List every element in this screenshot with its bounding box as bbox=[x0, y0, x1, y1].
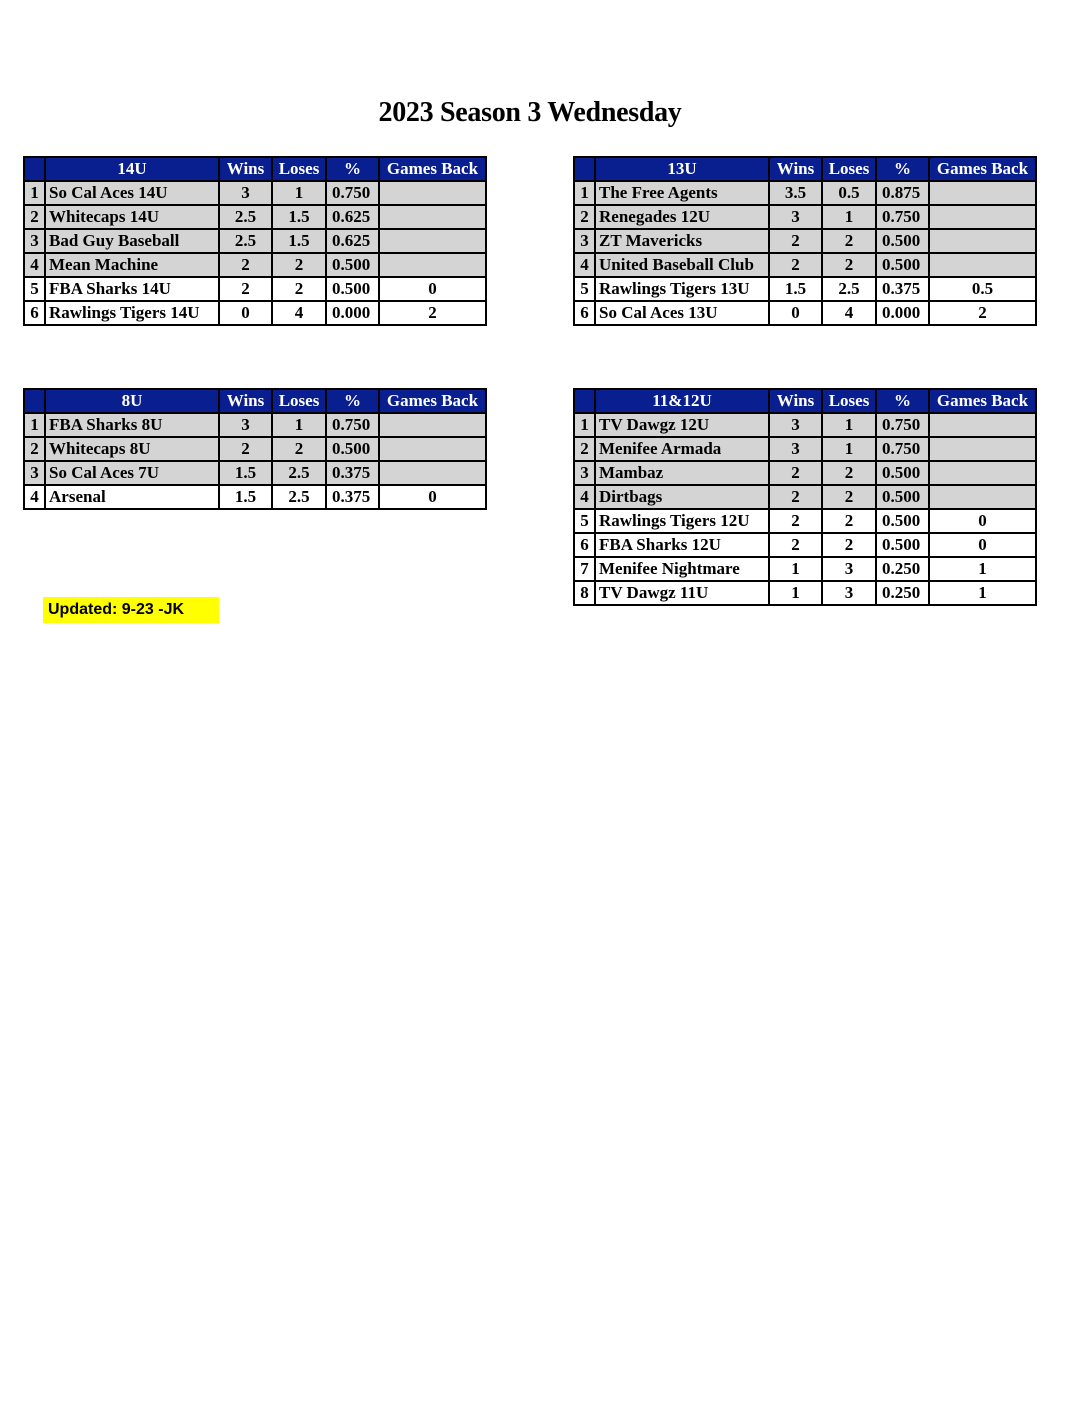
team-name-cell: So Cal Aces 13U bbox=[595, 301, 769, 325]
pct-cell: 0.750 bbox=[876, 437, 929, 461]
standings-table-14u bbox=[23, 156, 487, 326]
loses-header: Loses bbox=[822, 157, 876, 181]
loses-cell: 2 bbox=[822, 253, 876, 277]
games-back-cell: 0 bbox=[379, 277, 486, 301]
pct-header: % bbox=[876, 157, 929, 181]
wins-cell: 2 bbox=[769, 461, 822, 485]
wins-cell: 2 bbox=[769, 253, 822, 277]
games-back-cell bbox=[379, 253, 486, 277]
table-row bbox=[24, 205, 486, 229]
wins-cell: 3 bbox=[769, 413, 822, 437]
table-header-row bbox=[24, 389, 486, 413]
pct-cell: 0.375 bbox=[326, 485, 379, 509]
rank-cell: 7 bbox=[574, 557, 595, 581]
rank-cell: 3 bbox=[24, 461, 45, 485]
division-name: 11&12U bbox=[595, 389, 769, 413]
games-back-cell: 1 bbox=[929, 557, 1036, 581]
pct-cell: 0.250 bbox=[876, 581, 929, 605]
loses-cell: 2 bbox=[822, 461, 876, 485]
rank-cell: 1 bbox=[24, 181, 45, 205]
team-name-cell: FBA Sharks 12U bbox=[595, 533, 769, 557]
rank-cell: 2 bbox=[574, 205, 595, 229]
loses-cell: 2 bbox=[822, 509, 876, 533]
wins-header: Wins bbox=[219, 389, 272, 413]
wins-cell: 2 bbox=[769, 485, 822, 509]
team-name-cell: Dirtbags bbox=[595, 485, 769, 509]
wins-cell: 2 bbox=[769, 229, 822, 253]
table-row bbox=[574, 485, 1036, 509]
games-back-cell: 0.5 bbox=[929, 277, 1036, 301]
loses-cell: 1.5 bbox=[272, 229, 326, 253]
wins-cell: 1.5 bbox=[219, 461, 272, 485]
rank-cell: 4 bbox=[574, 485, 595, 509]
loses-cell: 0.5 bbox=[822, 181, 876, 205]
games-back-cell: 0 bbox=[929, 533, 1036, 557]
loses-cell: 2 bbox=[272, 277, 326, 301]
wins-cell: 3 bbox=[219, 181, 272, 205]
table-header-row bbox=[574, 157, 1036, 181]
table-row bbox=[574, 205, 1036, 229]
wins-cell: 2 bbox=[219, 253, 272, 277]
division-name: 8U bbox=[45, 389, 219, 413]
wins-cell: 1 bbox=[769, 557, 822, 581]
team-name-cell: Menifee Armada bbox=[595, 437, 769, 461]
loses-cell: 1 bbox=[822, 413, 876, 437]
games-back-cell: 1 bbox=[929, 581, 1036, 605]
rank-header bbox=[574, 389, 595, 413]
loses-cell: 2 bbox=[272, 437, 326, 461]
games-back-cell: 0 bbox=[929, 509, 1036, 533]
rank-header bbox=[24, 157, 45, 181]
table-row bbox=[24, 229, 486, 253]
pct-cell: 0.500 bbox=[876, 533, 929, 557]
pct-cell: 0.000 bbox=[326, 301, 379, 325]
table-row bbox=[24, 181, 486, 205]
games-back-cell bbox=[379, 461, 486, 485]
wins-cell: 2 bbox=[769, 533, 822, 557]
team-name-cell: Mean Machine bbox=[45, 253, 219, 277]
loses-cell: 1.5 bbox=[272, 205, 326, 229]
table-row bbox=[574, 533, 1036, 557]
pct-cell: 0.875 bbox=[876, 181, 929, 205]
table-row bbox=[24, 461, 486, 485]
updated-note: Updated: 9-23 -JK bbox=[43, 597, 219, 623]
table-row bbox=[574, 581, 1036, 605]
games-back-header: Games Back bbox=[929, 157, 1036, 181]
loses-cell: 1 bbox=[822, 205, 876, 229]
rank-cell: 5 bbox=[574, 277, 595, 301]
games-back-cell bbox=[379, 205, 486, 229]
pct-header: % bbox=[876, 389, 929, 413]
division-name: 14U bbox=[45, 157, 219, 181]
pct-cell: 0.000 bbox=[876, 301, 929, 325]
wins-header: Wins bbox=[769, 389, 822, 413]
loses-cell: 2 bbox=[822, 229, 876, 253]
loses-cell: 1 bbox=[822, 437, 876, 461]
team-name-cell: Mambaz bbox=[595, 461, 769, 485]
team-name-cell: FBA Sharks 14U bbox=[45, 277, 219, 301]
wins-cell: 0 bbox=[769, 301, 822, 325]
wins-cell: 1.5 bbox=[769, 277, 822, 301]
rank-cell: 1 bbox=[24, 413, 45, 437]
wins-cell: 3 bbox=[769, 205, 822, 229]
games-back-header: Games Back bbox=[929, 389, 1036, 413]
wins-cell: 2 bbox=[769, 509, 822, 533]
table-row bbox=[574, 301, 1036, 325]
rank-cell: 4 bbox=[574, 253, 595, 277]
table-row bbox=[24, 437, 486, 461]
standings-table-13u bbox=[573, 156, 1037, 326]
games-back-cell bbox=[929, 205, 1036, 229]
pct-header: % bbox=[326, 389, 379, 413]
table-row bbox=[574, 253, 1036, 277]
table-row bbox=[574, 557, 1036, 581]
rank-cell: 2 bbox=[24, 205, 45, 229]
games-back-cell bbox=[929, 485, 1036, 509]
games-back-cell bbox=[929, 437, 1036, 461]
wins-cell: 3 bbox=[219, 413, 272, 437]
rank-cell: 6 bbox=[574, 301, 595, 325]
table-row bbox=[574, 461, 1036, 485]
games-back-cell bbox=[379, 229, 486, 253]
rank-cell: 3 bbox=[24, 229, 45, 253]
standings-table-11-12u bbox=[573, 388, 1037, 606]
loses-cell: 2.5 bbox=[272, 461, 326, 485]
pct-cell: 0.500 bbox=[326, 277, 379, 301]
page-title: 2023 Season 3 Wednesday bbox=[378, 97, 682, 128]
wins-cell: 2 bbox=[219, 277, 272, 301]
wins-cell: 0 bbox=[219, 301, 272, 325]
table-row bbox=[574, 229, 1036, 253]
rank-cell: 2 bbox=[24, 437, 45, 461]
team-name-cell: Menifee Nightmare bbox=[595, 557, 769, 581]
games-back-cell bbox=[379, 437, 486, 461]
table-row bbox=[574, 509, 1036, 533]
team-name-cell: United Baseball Club bbox=[595, 253, 769, 277]
loses-cell: 4 bbox=[822, 301, 876, 325]
table-row bbox=[574, 181, 1036, 205]
rank-cell: 2 bbox=[574, 437, 595, 461]
games-back-cell bbox=[929, 229, 1036, 253]
games-back-cell bbox=[379, 413, 486, 437]
rank-cell: 8 bbox=[574, 581, 595, 605]
pct-cell: 0.750 bbox=[876, 205, 929, 229]
pct-cell: 0.375 bbox=[326, 461, 379, 485]
games-back-cell: 2 bbox=[379, 301, 486, 325]
team-name-cell: TV Dawgz 11U bbox=[595, 581, 769, 605]
pct-cell: 0.750 bbox=[876, 413, 929, 437]
team-name-cell: Rawlings Tigers 13U bbox=[595, 277, 769, 301]
pct-cell: 0.500 bbox=[876, 509, 929, 533]
rank-cell: 3 bbox=[574, 461, 595, 485]
team-name-cell: The Free Agents bbox=[595, 181, 769, 205]
team-name-cell: Rawlings Tigers 12U bbox=[595, 509, 769, 533]
games-back-cell bbox=[929, 413, 1036, 437]
pct-cell: 0.750 bbox=[326, 181, 379, 205]
games-back-cell bbox=[929, 253, 1036, 277]
games-back-header: Games Back bbox=[379, 389, 486, 413]
team-name-cell: Bad Guy Baseball bbox=[45, 229, 219, 253]
loses-cell: 3 bbox=[822, 557, 876, 581]
games-back-cell bbox=[929, 461, 1036, 485]
pct-cell: 0.625 bbox=[326, 205, 379, 229]
loses-cell: 4 bbox=[272, 301, 326, 325]
table-row bbox=[574, 437, 1036, 461]
games-back-header: Games Back bbox=[379, 157, 486, 181]
team-name-cell: Whitecaps 8U bbox=[45, 437, 219, 461]
loses-cell: 2.5 bbox=[822, 277, 876, 301]
team-name-cell: ZT Mavericks bbox=[595, 229, 769, 253]
pct-header: % bbox=[326, 157, 379, 181]
loses-cell: 1 bbox=[272, 181, 326, 205]
rank-cell: 5 bbox=[24, 277, 45, 301]
pct-cell: 0.500 bbox=[876, 461, 929, 485]
games-back-cell bbox=[929, 181, 1036, 205]
team-name-cell: So Cal Aces 7U bbox=[45, 461, 219, 485]
wins-cell: 2.5 bbox=[219, 205, 272, 229]
wins-cell: 3 bbox=[769, 437, 822, 461]
loses-cell: 2.5 bbox=[272, 485, 326, 509]
rank-cell: 4 bbox=[24, 253, 45, 277]
wins-cell: 2 bbox=[219, 437, 272, 461]
loses-cell: 3 bbox=[822, 581, 876, 605]
rank-cell: 1 bbox=[574, 181, 595, 205]
loses-cell: 2 bbox=[822, 485, 876, 509]
games-back-cell bbox=[379, 181, 486, 205]
table-row bbox=[24, 485, 486, 509]
wins-cell: 1.5 bbox=[219, 485, 272, 509]
table-row bbox=[574, 413, 1036, 437]
team-name-cell: Arsenal bbox=[45, 485, 219, 509]
pct-cell: 0.625 bbox=[326, 229, 379, 253]
table-header-row bbox=[574, 389, 1036, 413]
team-name-cell: Renegades 12U bbox=[595, 205, 769, 229]
wins-cell: 3.5 bbox=[769, 181, 822, 205]
wins-cell: 1 bbox=[769, 581, 822, 605]
rank-cell: 1 bbox=[574, 413, 595, 437]
loses-header: Loses bbox=[822, 389, 876, 413]
table-row bbox=[24, 413, 486, 437]
team-name-cell: TV Dawgz 12U bbox=[595, 413, 769, 437]
pct-cell: 0.500 bbox=[876, 229, 929, 253]
team-name-cell: Rawlings Tigers 14U bbox=[45, 301, 219, 325]
loses-header: Loses bbox=[272, 389, 326, 413]
wins-cell: 2.5 bbox=[219, 229, 272, 253]
pct-cell: 0.500 bbox=[876, 485, 929, 509]
division-name: 13U bbox=[595, 157, 769, 181]
table-row bbox=[24, 253, 486, 277]
pct-cell: 0.375 bbox=[876, 277, 929, 301]
loses-cell: 2 bbox=[272, 253, 326, 277]
team-name-cell: Whitecaps 14U bbox=[45, 205, 219, 229]
games-back-cell: 2 bbox=[929, 301, 1036, 325]
loses-header: Loses bbox=[272, 157, 326, 181]
table-header-row bbox=[24, 157, 486, 181]
table-row bbox=[574, 277, 1036, 301]
pct-cell: 0.500 bbox=[876, 253, 929, 277]
rank-cell: 5 bbox=[574, 509, 595, 533]
rank-cell: 6 bbox=[24, 301, 45, 325]
pct-cell: 0.500 bbox=[326, 253, 379, 277]
loses-cell: 1 bbox=[272, 413, 326, 437]
loses-cell: 2 bbox=[822, 533, 876, 557]
standings-table-8u bbox=[23, 388, 487, 510]
table-row bbox=[24, 277, 486, 301]
games-back-cell: 0 bbox=[379, 485, 486, 509]
rank-cell: 4 bbox=[24, 485, 45, 509]
wins-header: Wins bbox=[219, 157, 272, 181]
wins-header: Wins bbox=[769, 157, 822, 181]
pct-cell: 0.250 bbox=[876, 557, 929, 581]
pct-cell: 0.500 bbox=[326, 437, 379, 461]
rank-header bbox=[574, 157, 595, 181]
rank-header bbox=[24, 389, 45, 413]
rank-cell: 6 bbox=[574, 533, 595, 557]
rank-cell: 3 bbox=[574, 229, 595, 253]
team-name-cell: FBA Sharks 8U bbox=[45, 413, 219, 437]
pct-cell: 0.750 bbox=[326, 413, 379, 437]
table-row bbox=[24, 301, 486, 325]
team-name-cell: So Cal Aces 14U bbox=[45, 181, 219, 205]
